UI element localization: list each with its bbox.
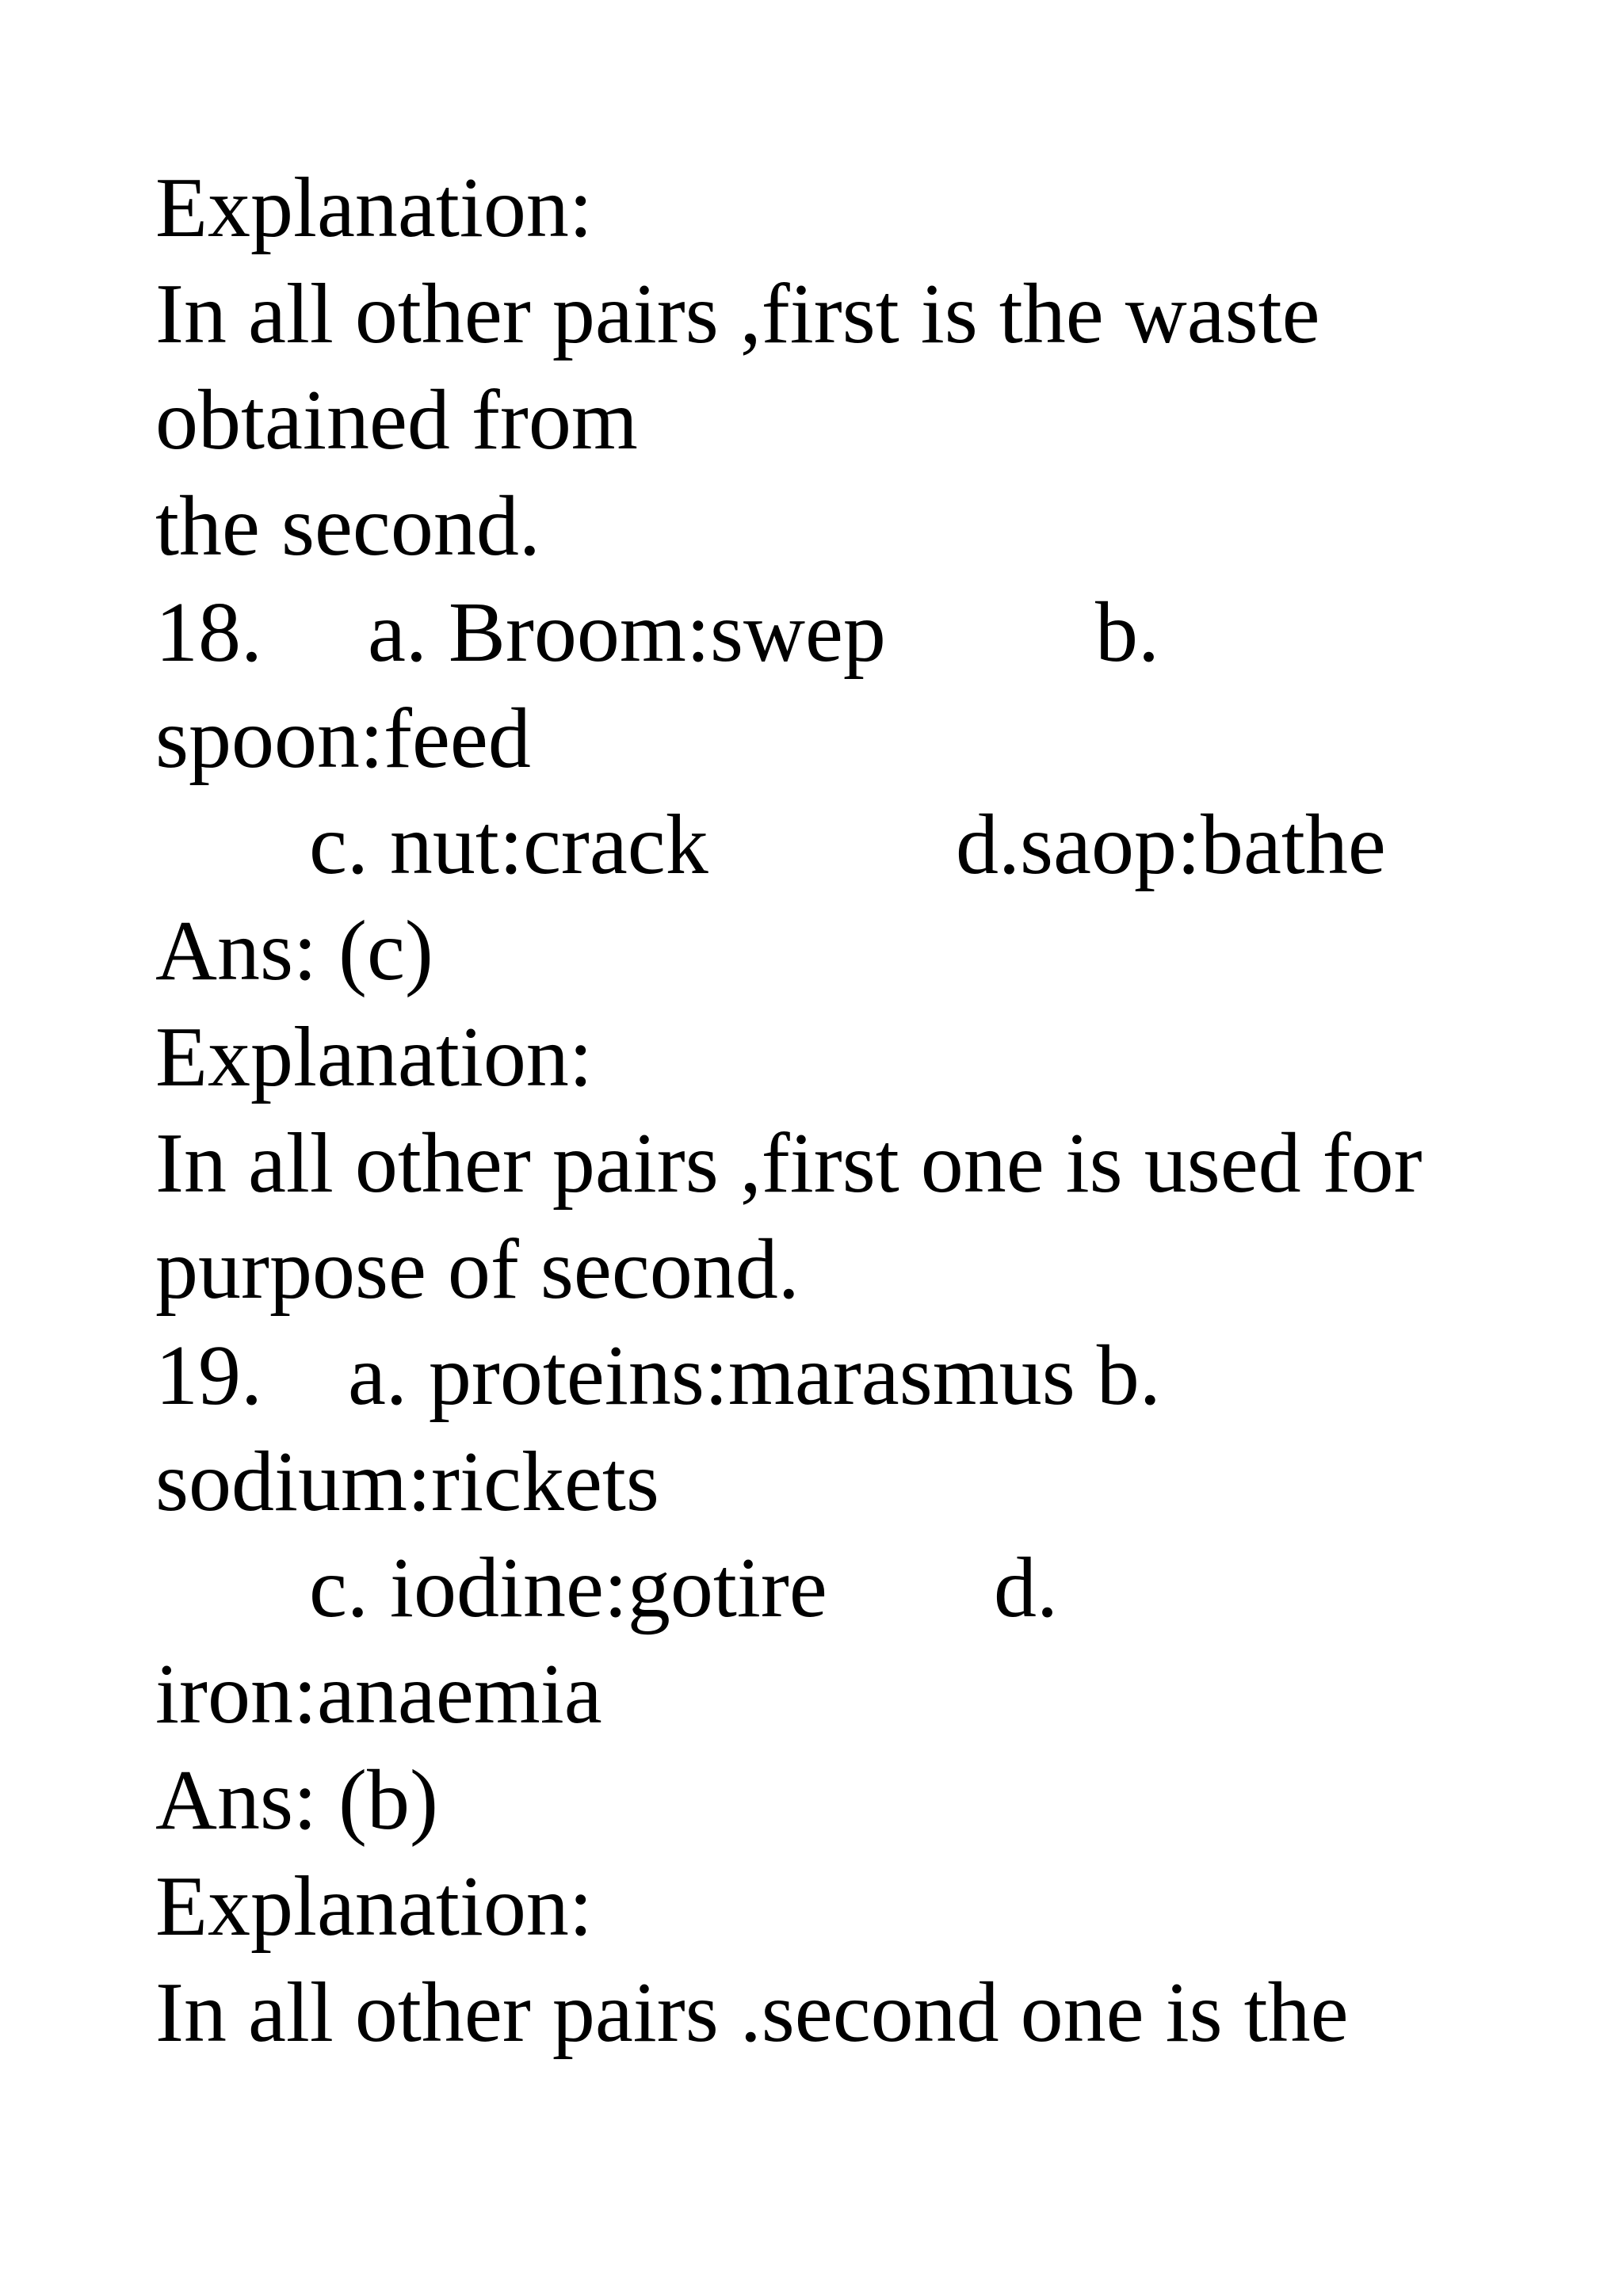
explanation-text-line: obtained from bbox=[155, 373, 638, 467]
explanation-heading-3: Explanation: bbox=[155, 1859, 593, 1954]
question-18-number: 18. bbox=[155, 585, 262, 680]
question-18-option-b: b. bbox=[1095, 585, 1159, 680]
explanation-heading-1: Explanation: bbox=[155, 161, 593, 255]
question-19-line: 19. a. proteins:marasmus b. bbox=[155, 1329, 1161, 1423]
answer-19: Ans: (b) bbox=[155, 1753, 438, 1848]
explanation-text-line: In all other pairs ,first is the waste bbox=[155, 267, 1320, 361]
question-19-option-c: c. iodine:gotire bbox=[309, 1541, 827, 1635]
answer-18: Ans: (c) bbox=[155, 904, 433, 998]
question-18-option-b-text: spoon:feed bbox=[155, 692, 531, 786]
question-19-option-d: d. bbox=[994, 1541, 1058, 1635]
explanation-heading-2: Explanation: bbox=[155, 1010, 593, 1104]
question-18-option-a: a. Broom:swep bbox=[368, 585, 886, 680]
explanation-text-line: purpose of second. bbox=[155, 1222, 800, 1317]
explanation-text-line: In all other pairs .second one is the bbox=[155, 1966, 1349, 2060]
explanation-text-line: In all other pairs ,first one is used for bbox=[155, 1116, 1423, 1211]
question-19-option-b-text: sodium:rickets bbox=[155, 1435, 659, 1529]
explanation-text-line: the second. bbox=[155, 479, 540, 574]
question-19-option-d-text: iron:anaemia bbox=[155, 1647, 602, 1741]
question-18-option-d: d.saop:bathe bbox=[956, 798, 1386, 892]
question-18-option-c: c. nut:crack bbox=[309, 798, 708, 892]
question-18-line bbox=[155, 580, 1503, 686]
question-19-options-cd bbox=[155, 1535, 1503, 1642]
question-18-options-cd bbox=[155, 792, 1503, 898]
